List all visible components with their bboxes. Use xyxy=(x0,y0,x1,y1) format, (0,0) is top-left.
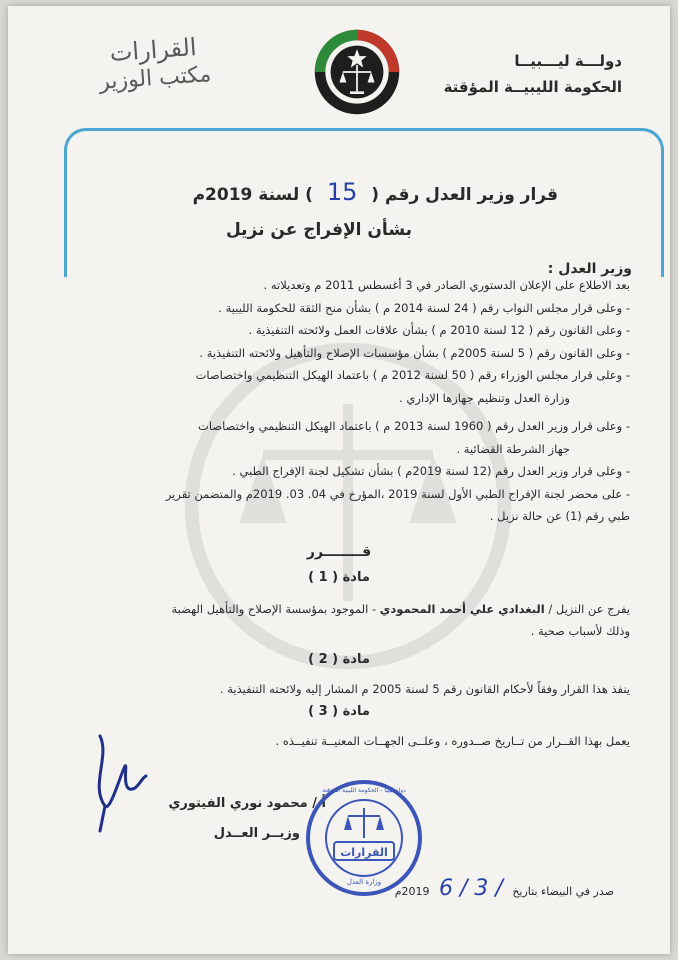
title-suffix: ) لسنة 2019م xyxy=(192,185,313,205)
office-decisions: القرارات xyxy=(108,33,198,68)
article-1-heading: مادة ( 1 ) xyxy=(308,570,370,585)
preamble-line: طبي رقم (1) عن حالة نزيل . xyxy=(489,509,630,523)
state-name: دولـــة ليـــبيــا xyxy=(514,52,622,70)
signatory-name: أ / محمود نوري الفيتوري xyxy=(168,796,326,811)
decision-number: 15 xyxy=(326,178,358,206)
issue-year: 2019م xyxy=(394,885,430,898)
article-3-heading: مادة ( 3 ) xyxy=(308,704,370,719)
preamble-line: - وعلى قرار وزير العدل رقم (12 لسنة 2019م ) بشأن تشكيل لجنة الإفراج الطبي . xyxy=(232,464,630,478)
handwritten-signature-icon xyxy=(80,726,150,836)
ministry-logo-icon xyxy=(313,28,401,116)
decision-document xyxy=(8,6,670,954)
article-2-heading: مادة ( 2 ) xyxy=(308,652,370,667)
government-name: الحكومة الليبيــة المؤقتة xyxy=(443,78,622,96)
issue-date: / 3 / 6 xyxy=(439,876,503,901)
preamble-line: - وعلى قرار وزير العدل رقم ( 1960 لسنة 2013 م ) باعتماد الهيكل التنظيمي واختصاصات xyxy=(198,419,630,433)
stamp-bottom-text: وزارة العدل xyxy=(346,878,382,886)
preamble-line: وزارة العدل وتنظيم جهازها الإداري . xyxy=(399,390,570,405)
header-government xyxy=(444,52,622,96)
preamble-line: - وعلى قرار مجلس النواب رقم ( 24 لسنة 2014 م ) بشأن منح الثقة للحكومة الليبية . xyxy=(218,300,630,315)
title-prefix: قرار وزير العدل رقم ( xyxy=(371,185,558,205)
preamble-line: جهاز الشرطة القضائية . xyxy=(456,441,570,456)
header-office xyxy=(96,32,212,95)
preamble-line: - على محضر لجنة الإفراج الطبي الأول لسنة 2019 ،المؤرخ في 04. 03. 2019م والمتضمن تقرير xyxy=(165,486,630,501)
article-1-prefix: يفرج عن النزيل / xyxy=(544,602,630,616)
article-1-text xyxy=(60,598,630,642)
issue-date-line xyxy=(395,876,614,901)
inmate-name: البغدادي علي أحمد المحمودي xyxy=(379,602,545,616)
preamble xyxy=(70,274,630,528)
article-1-line-2: وذلك لأسباب صحية . xyxy=(530,624,630,638)
article-1-suffix: - الموجود بمؤسسة الإصلاح والتأهيل الهضبة xyxy=(171,602,380,616)
signatory-title: وزيــر العــدل xyxy=(213,826,300,841)
article-3-text: يعمل بهذا القــرار من تــاريخ صــدوره ، وعلــى الجهــات المعنيــة تنفيــذه . xyxy=(275,734,630,748)
decision-heading: قــــــــرر xyxy=(306,544,372,560)
minister-heading: وزير العدل : xyxy=(547,261,632,277)
preamble-line: - وعلى القانون رقم ( 12 لسنة 2010 م ) بشأن علاقات العمل ولائحته التنفيذية . xyxy=(248,323,630,337)
article-2-text: ينفذ هذا القرار وفقاً لأحكام القانون رقم 5 لسنة 2005 م المشار إليه ولائحته التنفيذية . xyxy=(219,682,630,696)
preamble-line: بعد الاطلاع على الإعلان الدستوري الصادر في 3 أغسطس 2011 م وتعديلاته . xyxy=(263,278,630,292)
decision-subject: بشأن الإفراج عن نزيل xyxy=(225,220,412,240)
office-minister: مكتب الوزير xyxy=(98,62,213,95)
decision-title xyxy=(193,178,558,206)
issue-prefix: صدر في البيضاء بتاريخ xyxy=(512,885,614,898)
stamp-center-text: القرارات xyxy=(340,846,388,859)
preamble-line: - وعلى قرار مجلس الوزراء رقم ( 50 لسنة 2012 م ) باعتماد الهيكل التنظيمي واختصاصات xyxy=(195,368,630,382)
preamble-line: - وعلى القانون رقم ( 5 لسنة 2005م ) بشأن مؤسسات الإصلاح والتأهيل ولائحته التنفيذية . xyxy=(199,345,630,360)
stamp-ring-text: دولة ليبيا - الحكومة الليبية المؤقتة xyxy=(322,787,406,794)
